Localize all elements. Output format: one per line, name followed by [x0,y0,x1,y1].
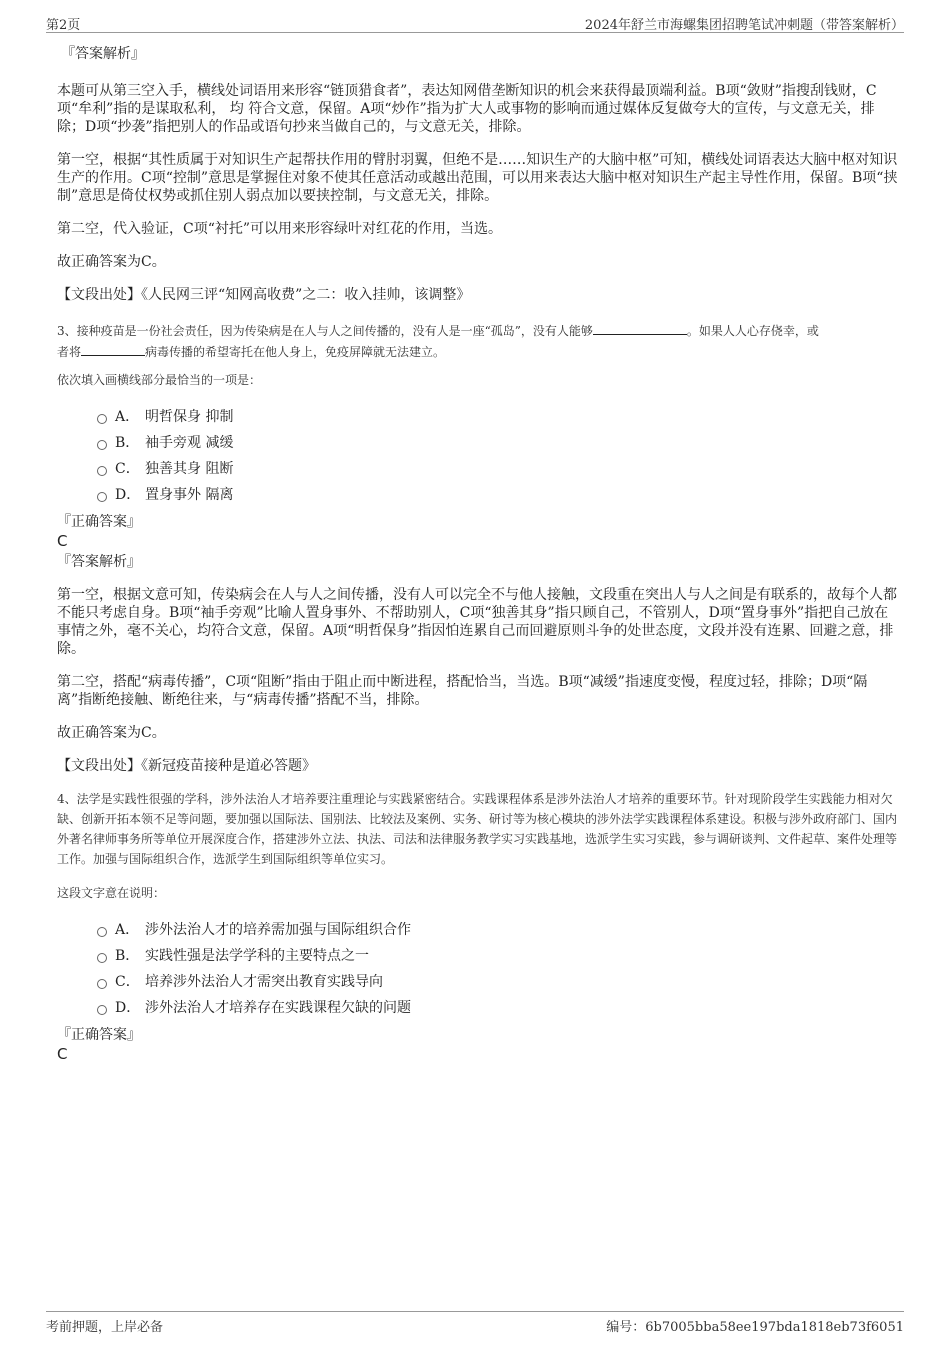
radio-icon[interactable] [97,1005,107,1015]
page-footer [46,1311,904,1334]
q3-prompt: 依次填入画横线部分最恰当的一项是： [57,373,262,387]
q3-options [57,404,902,508]
q3-blank-2 [81,341,145,356]
q4-stem: 4、法学是实践性很强的学科，涉外法治人才培养要注重理论与实践紧密结合。实践课程体系是涉外法治人才培养的重要环节。针对现阶段学生实践能力相对欠缺、创新开拓本领不足等问题，要加强以国际法、国别法、比较法及案例、实务、研讨等为核心模块的涉外法学实践课程体系建设。积极与涉外政府部门、国内外著名律师事务所等单位开展深度合作，搭建涉外立法、执法、司法和法律服务教学实习实践基地，选派学生实习实践，参与调研谈判、文件起草、案件处理等工作。加强与国际组织合作，选派学生到国际组织等单位实习。 [57,792,898,866]
page-content [57,44,902,1063]
q3-source: 【文段出处】《新冠疫苗接种是道必答题》 [57,758,316,774]
radio-icon[interactable] [97,492,107,502]
q3-option-b[interactable]: B． 袖手旁观 减缓 [57,430,902,456]
q3-analysis-label: 『答案解析』 [57,554,141,570]
q4-options [57,917,902,1021]
radio-icon[interactable] [97,466,107,476]
q2-analysis-p2: 第一空，根据“其性质属于对知识生产起帮扶作用的臂肘羽翼，但绝不是……知识生产的大脑中枢”可知，横线处词语表达大脑中枢对知识生产的作用。C项“控制”意思是掌握住对象不使其任意活动或越出范围，可以用来表达大脑中枢对知识生产起主导性作用，保留。B项“挟制”意思是倚仗权势或抓住别人弱点加以要挟控制，与文意无关，排除。 [57,152,898,204]
q3-option-d[interactable]: D． 置身事外 隔离 [57,482,902,508]
q2-analysis-conclusion: 故正确答案为C。 [57,254,166,270]
q3-option-a[interactable]: A． 明哲保身 抑制 [57,404,902,430]
q4-option-b[interactable]: B． 实践性强是法学学科的主要特点之一 [57,943,902,969]
page-number: 第2页 [46,18,81,33]
radio-icon[interactable] [97,414,107,424]
q4-prompt: 这段文字意在说明： [57,886,166,900]
footer-slogan: 考前押题，上岸必备 [46,1320,164,1335]
q2-analysis-p3: 第二空，代入验证，C项“衬托”可以用来形容绿叶对红花的作用，当选。 [57,221,503,237]
q3-answer: C [57,532,68,550]
q2-source: 【文段出处】《人民网三评“知网高收费”之二：收入挂帅，该调整》 [57,287,471,303]
radio-icon[interactable] [97,927,107,937]
q4-answer: C [57,1045,68,1063]
q2-analysis-label: 『答案解析』 [61,46,145,62]
q4-answer-label: 『正确答案』 [57,1027,141,1043]
q3-answer-label: 『正确答案』 [57,514,141,530]
q2-analysis-p1: 本题可从第三空入手，横线处词语用来形容“链顶猎食者”，表达知网借垄断知识的机会来获得最顶端利益。B项“敛财”指搜刮钱财，C项“牟利”指的是谋取私利， 均 符合文意，保留。A项“炒作”指为扩大人或事物的影响而通过媒体反复做夸大的宣传，与文意无关，排除；D项“抄袭”指把别人的作品或语句抄来当做自己的，与文意无关，排除。 [57,83,877,135]
document-title: 2024年舒兰市海螺集团招聘笔试冲刺题（带答案解析） [584,18,904,33]
q3-analysis-p1: 第一空，根据文意可知，传染病会在人与人之间传播，没有人可以完全不与他人接触，文段重在突出人与人之间是有联系的，故每个人都不能只考虑自身。B项“袖手旁观”比喻人置身事外、不帮助别人，C项“独善其身”指只顾自己，不管别人，D项“置身事外”指把自己放在事情之外，毫不关心，均符合文意，保留。A项“明哲保身”指因怕连累自己而回避原则斗争的处世态度，文段并没有连累、回避之意，排除。 [57,587,897,657]
radio-icon[interactable] [97,979,107,989]
radio-icon[interactable] [97,440,107,450]
q3-stem: 3、接种疫苗是一份社会责任，因为传染病是在人与人之间传播的，没有人是一座“孤岛”，没有人能够 。如果人人心存侥幸，或 者将 病毒传播的希望寄托在他人身上，免疫屏障就无法建立。 [57,320,902,362]
q4-option-a[interactable]: A． 涉外法治人才的培养需加强与国际组织合作 [57,917,902,943]
q4-option-c[interactable]: C． 培养涉外法治人才需突出教育实践导向 [57,969,902,995]
q3-analysis-p2: 第二空，搭配“病毒传播”，C项“阻断”指由于阻止而中断进程，搭配恰当，当选。B项“减缓”指速度变慢，程度过轻，排除；D项“隔离”指断绝接触、断绝往来，与“病毒传播”搭配不当，排除。 [57,674,868,708]
document-id: 编号：6b7005bba58ee197bda1818eb73f6051 [606,1320,904,1335]
q3-analysis-conclusion: 故正确答案为C。 [57,725,166,741]
q4-option-d[interactable]: D． 涉外法治人才培养存在实践课程欠缺的问题 [57,995,902,1021]
page-header [46,12,904,33]
radio-icon[interactable] [97,953,107,963]
q3-option-c[interactable]: C． 独善其身 阻断 [57,456,902,482]
q3-blank-1 [593,320,687,335]
